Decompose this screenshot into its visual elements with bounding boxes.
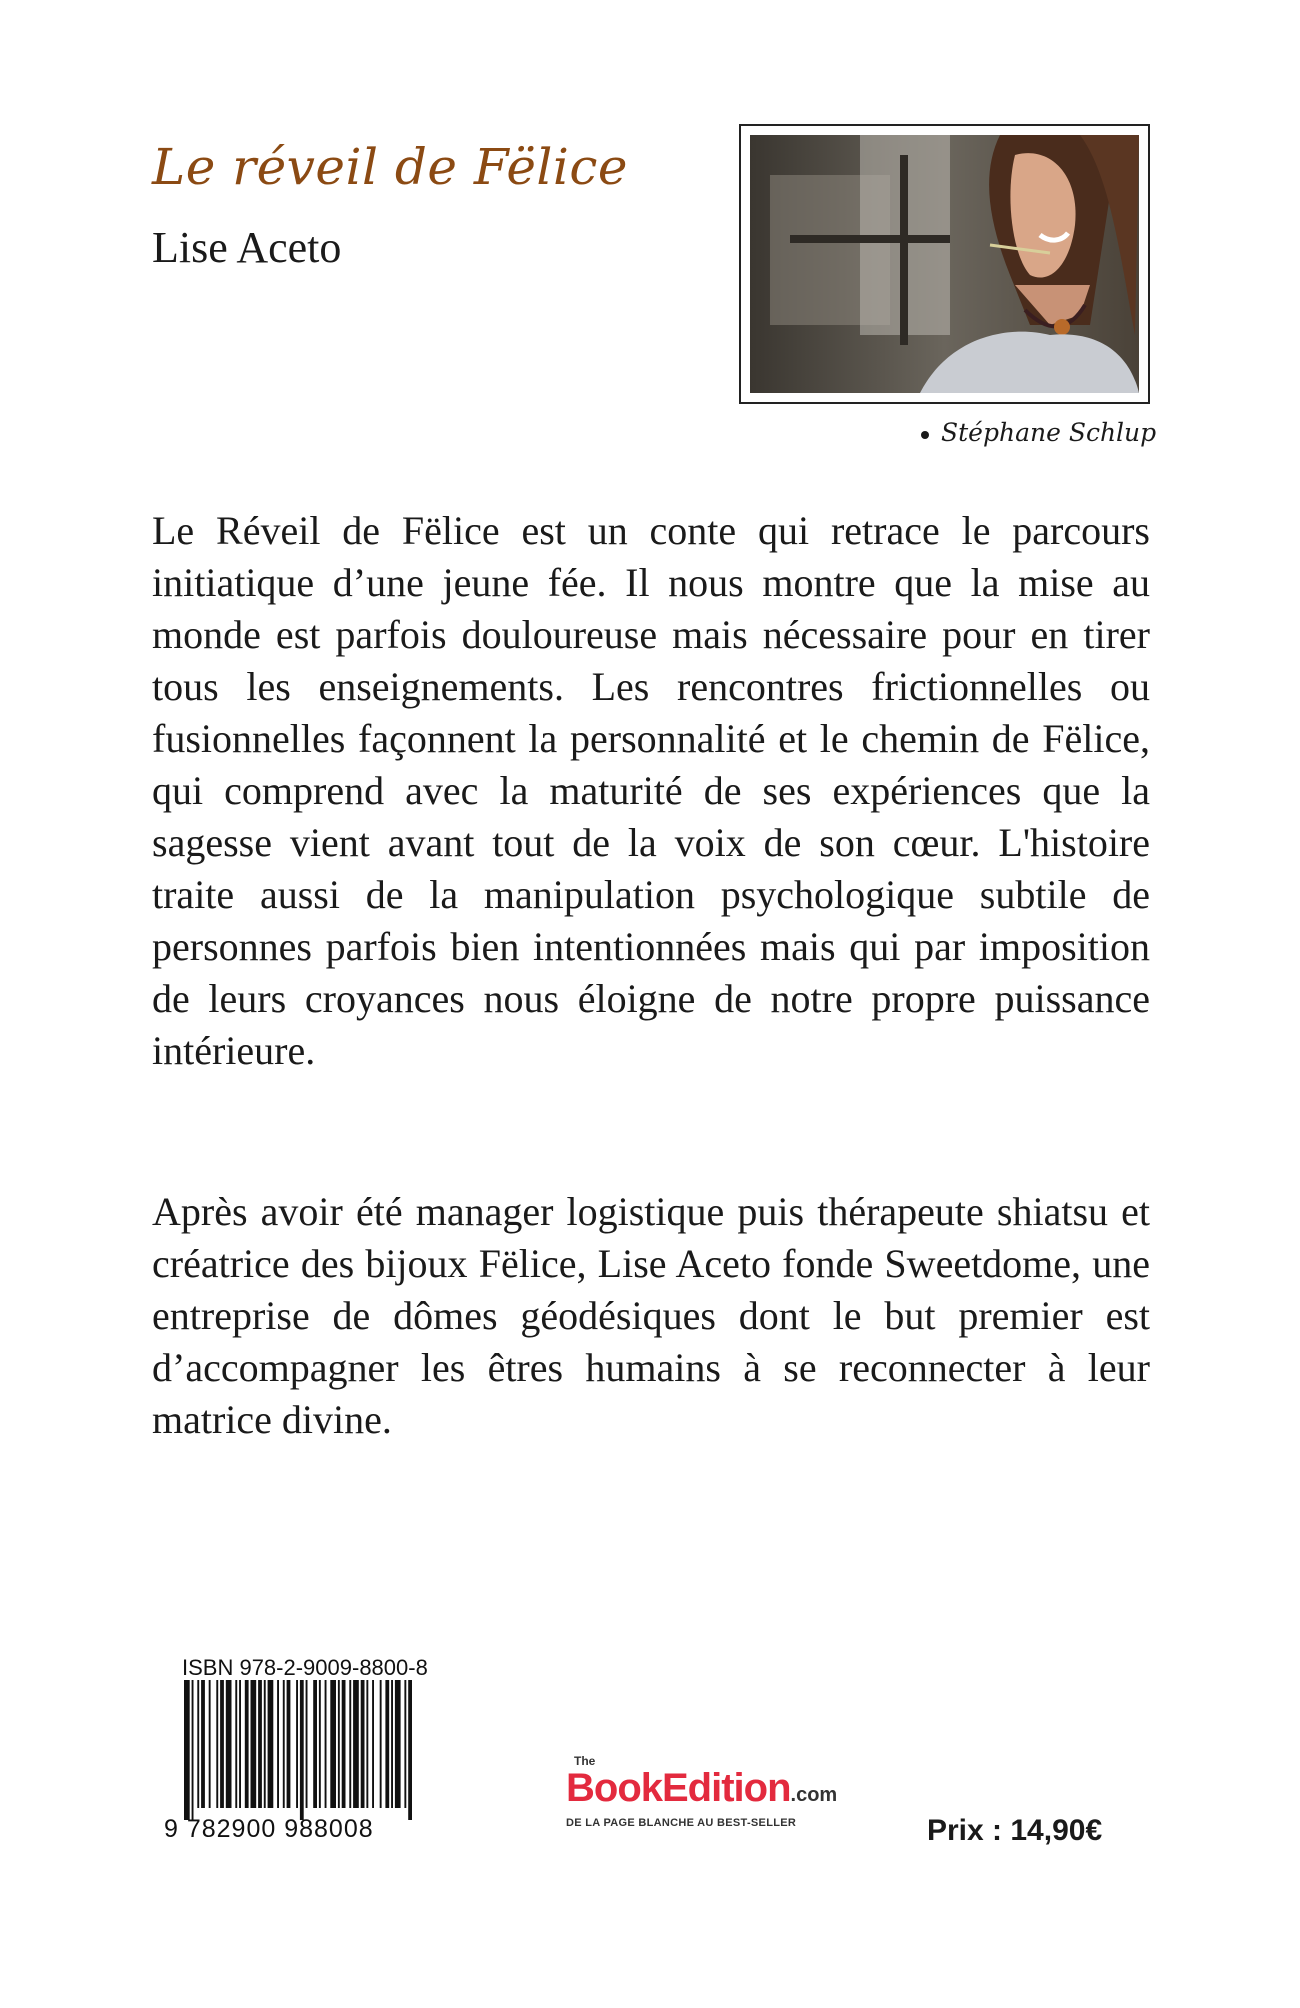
barcode-bar xyxy=(192,1680,194,1820)
barcode-bar xyxy=(319,1680,321,1808)
publisher-logo xyxy=(566,1754,838,1829)
barcode-digits: 9 782900 988008 xyxy=(164,1815,374,1843)
author-photo xyxy=(750,135,1139,393)
barcode-bar xyxy=(296,1680,298,1808)
barcode-bar xyxy=(380,1680,382,1808)
barcode-bar xyxy=(283,1680,285,1808)
author-bio-paragraph: Après avoir été manager logistique puis thérapeute shiatsu et créatrice des bijoux Fëlice, Lise Aceto fonde Sweetdome, une entreprise de dômes géodésiques dont le but premier est d’accompagner les êtres humains à se reconnecter à leur matrice divine. xyxy=(152,1189,1150,1442)
isbn-label: ISBN 978-2-9009-8800-8 xyxy=(182,1655,428,1680)
barcode-bar xyxy=(235,1680,237,1808)
barcode-bar xyxy=(342,1680,346,1808)
barcode-bar xyxy=(251,1680,257,1808)
barcode-bar xyxy=(226,1680,232,1808)
barcode-bar xyxy=(264,1680,266,1808)
barcode-bar xyxy=(300,1680,304,1820)
price: Prix : 14,90€ xyxy=(927,1814,1103,1847)
barcode-bar xyxy=(245,1680,249,1808)
barcode-bar xyxy=(366,1680,368,1808)
barcode-bar xyxy=(404,1680,406,1808)
barcode-bar xyxy=(216,1680,218,1808)
barcode-bar xyxy=(287,1680,291,1808)
barcode-bar xyxy=(338,1680,340,1808)
barcode-bar xyxy=(313,1680,317,1808)
barcode-bar xyxy=(391,1680,393,1808)
barcode-bar xyxy=(220,1680,224,1808)
barcode-bar xyxy=(306,1680,308,1808)
barcode-bar xyxy=(258,1680,262,1808)
barcode-bar xyxy=(197,1680,199,1808)
publisher-domain: .com xyxy=(790,1784,838,1806)
barcode-bar xyxy=(395,1680,401,1808)
barcode-bar xyxy=(201,1680,205,1808)
book-author: Lise Aceto xyxy=(152,223,342,272)
barcode-bar xyxy=(330,1680,336,1808)
barcode-bar xyxy=(268,1680,274,1808)
barcode-bar xyxy=(209,1680,211,1808)
barcode xyxy=(164,1680,464,1820)
barcode-bar xyxy=(239,1680,241,1808)
barcode-bar xyxy=(277,1680,279,1808)
barcode-bar xyxy=(349,1680,351,1808)
barcode-bar xyxy=(353,1680,359,1808)
publisher-the: The xyxy=(574,1754,596,1768)
barcode-bar xyxy=(372,1680,374,1808)
barcode-bar xyxy=(184,1680,190,1820)
photo-credit xyxy=(921,418,1156,447)
barcode-bar xyxy=(325,1680,327,1808)
barcode-bar xyxy=(408,1680,412,1820)
barcode-bar xyxy=(385,1680,389,1808)
publisher-name: BookEdition xyxy=(566,1766,791,1810)
bullet-icon xyxy=(921,431,929,439)
book-title: Le réveil de Fëlice xyxy=(152,138,629,196)
photo-credit-text: Stéphane Schlup xyxy=(941,418,1157,447)
barcode-bar xyxy=(361,1680,365,1808)
synopsis-paragraph: Le Réveil de Fëlice est un conte qui retrace le parcours initiatique d’une jeune fée. Il nous montre que la mise au monde est parfois douloureuse mais nécessaire pour en tirer tous les enseignements. Les rencontres frictionnelles ou fusionnelles façonnent la personnalité et le chemin de Fëlice, qui comprend avec la maturité de ses expériences que la sagesse vient avant tout de la voix de son cœur. L'histoire traite aussi de la manipulation psychologique subtile de personnes parfois bien intentionnées mais qui par imposition de leurs croyances nous éloigne de notre propre puissance intérieure. xyxy=(152,508,1150,1073)
publisher-tagline: DE LA PAGE BLANCHE AU BEST-SELLER xyxy=(566,1817,797,1829)
author-photo-frame xyxy=(739,124,1150,404)
